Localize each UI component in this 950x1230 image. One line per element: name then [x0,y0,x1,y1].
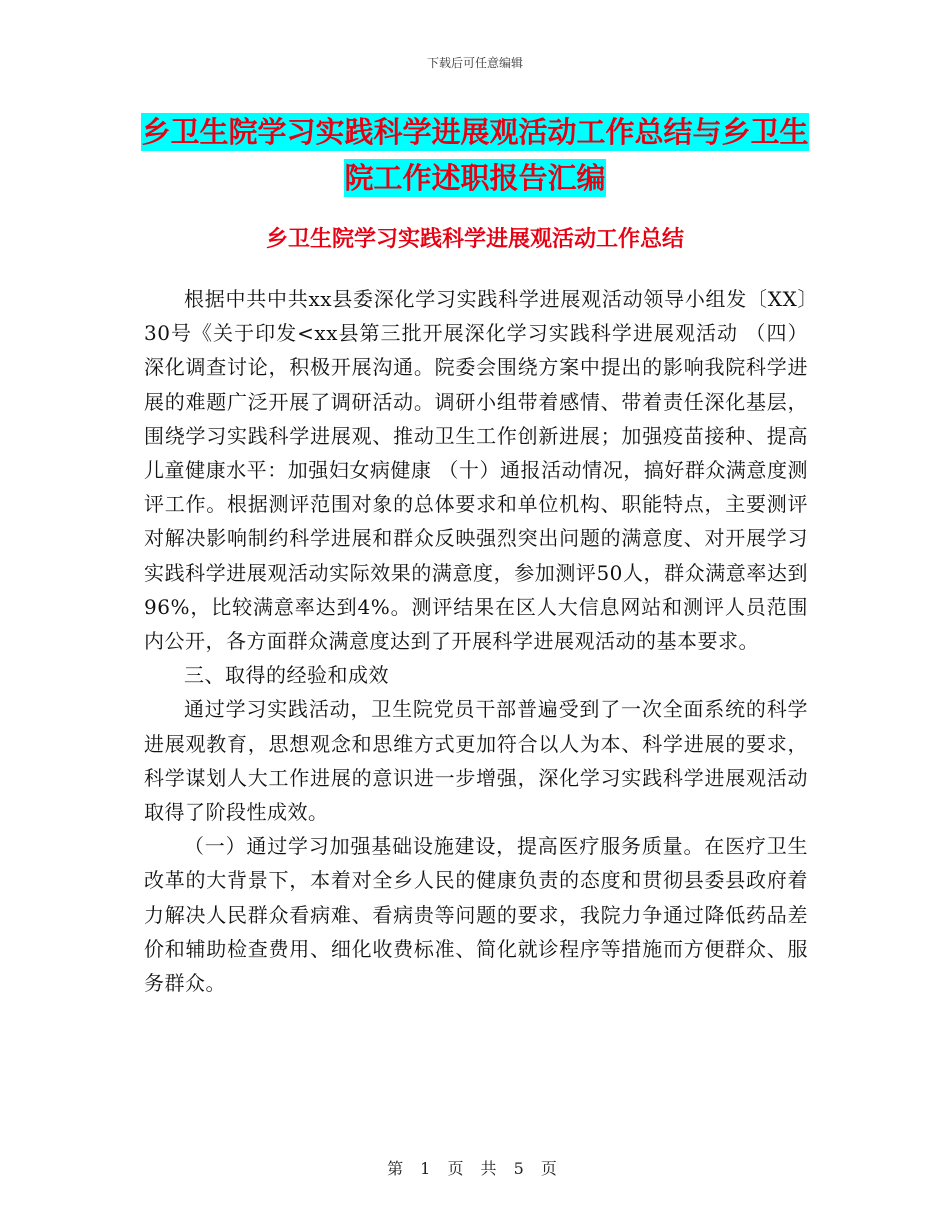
document-title-text-2: 院工作述职报告汇编 [344,161,606,195]
document-title-text-1: 乡卫生院学习实践科学进展观活动工作总结与乡卫生 [141,115,809,149]
page-number-footer: 第 1 页 共 5 页 [387,1159,563,1178]
paragraph: 三、取得的经验和成效 [184,663,389,688]
paragraph: 根据中共中共xx县委深化学习实践科学进展观活动领导小组发〔XX〕30号《关于印发<xx县第三批开展深化学习实践科学进展观活动 （四）深化调查讨论，积极开展沟通。院委会围绕方案中提出的影响我院科学进展的难题广泛开展了调研活动。调研小组带着感情、带着责任深化基层，围绕学习实践科学进展观、推动卫生工作创新进展；加强疫苗接种、提高儿童健康水平：加强妇女病健康 （十）通报活动情况，搞好群众满意度测评工作。根据测评范围对象的总体要求和单位机构、职能特点，主要测评对解决影响制约科学进展和群众反映强烈突出问题的满意度、对开展学习实践科学进展观活动实际效果的满意度，参加测评50人，群众满意率达到96%，比较满意率达到4%。测评结果在区人大信息网站和测评人员范围内公开，各方面群众满意度达到了开展科学进展观活动的基本要求。 [144,287,808,654]
document-title-line-1 [0,110,950,151]
header-note: 下载后可任意编辑 [426,56,523,70]
paragraph: （一）通过学习加强基础设施建设，提高医疗服务质量。在医疗卫生改革的大背景下，本着对全乡人民的健康负责的态度和贯彻县委县政府着力解决人民群众看病难、看病贵等问题的要求，我院力争通过降低药品差价和辅助检查费用、细化收费标准、简化就诊程序等措施而方便群众、服务群众。 [144,834,808,996]
paragraph: 通过学习实践活动，卫生院党员干部普遍受到了一次全面系统的科学进展观教育，思想观念和思维方式更加符合以人为本、科学进展的要求，科学谋划人大工作进展的意识进一步增强，深化学习实践科学进展观活动取得了阶段性成效。 [144,697,808,825]
section-title: 乡卫生院学习实践科学进展观活动工作总结 [265,227,684,252]
document-title-line-2 [0,156,950,197]
document-body [144,282,808,1000]
